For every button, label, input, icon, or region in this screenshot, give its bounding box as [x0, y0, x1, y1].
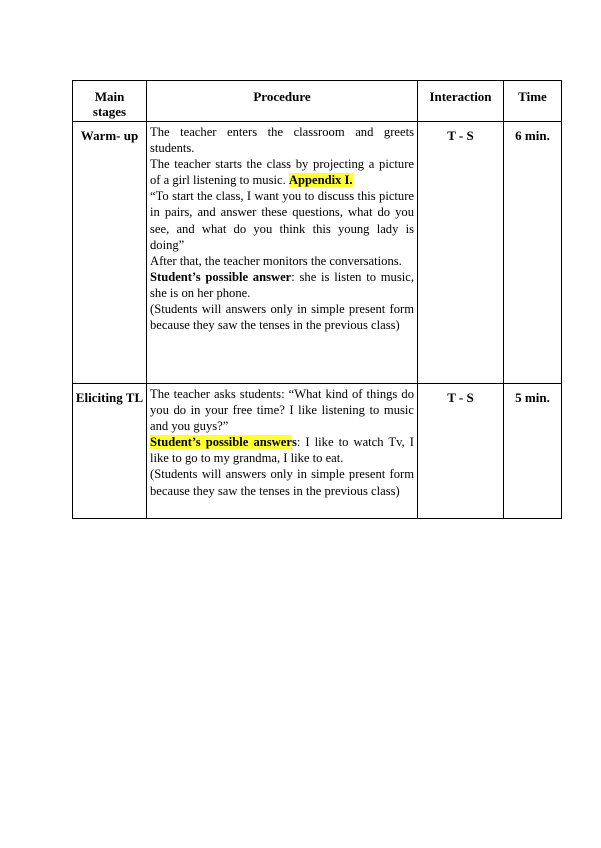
procedure-cell	[147, 122, 418, 384]
table-row-warm-up	[73, 122, 562, 384]
procedure-paragraph: (Students will answers only in simple present form because they saw the tenses in the previous class)	[150, 467, 414, 498]
answer-label: Student’s possible answer	[150, 269, 292, 284]
procedure-paragraph: After that, the teacher monitors the conversations.	[150, 253, 402, 268]
header-interaction-label: Interaction	[429, 89, 492, 104]
header-procedure	[147, 81, 418, 122]
procedure-text-run: : I like to watch Tv, I like to go to my grandma, I like to eat.	[150, 435, 414, 466]
stage-label: Eliciting TL	[75, 390, 144, 405]
procedure-paragraph	[150, 434, 414, 466]
time-value: 5 min.	[515, 390, 550, 405]
time-cell	[504, 384, 562, 519]
header-row	[73, 81, 562, 122]
header-time-label: Time	[518, 89, 547, 104]
header-main-stages-label: Main stages	[92, 89, 127, 119]
procedure-paragraph: The teacher enters the classroom and greets students.	[150, 125, 414, 156]
interaction-cell	[418, 122, 504, 384]
appendix-highlight: Appendix I.	[288, 173, 353, 188]
time-cell	[504, 122, 562, 384]
stage-cell	[73, 384, 147, 519]
procedure-paragraph: (Students will answers only in simple present form because they saw the tenses in the previous class)	[150, 302, 414, 333]
lesson-plan-table	[72, 80, 562, 519]
header-interaction	[418, 81, 504, 122]
procedure-cell	[147, 384, 418, 519]
answer-highlight: Student’s possible answer	[150, 435, 292, 450]
procedure-paragraph	[150, 269, 414, 301]
procedure-paragraph: “To start the class, I want you to discuss this picture in pairs, and answer these questions, what do you see, and what do you think this young lady is doing”	[150, 189, 414, 252]
procedure-text-run: : she is listen to music, she is on her phone.	[150, 269, 414, 300]
time-value: 6 min.	[515, 128, 550, 143]
interaction-value: T - S	[447, 390, 474, 405]
table-row-eliciting	[73, 384, 562, 519]
answer-label-tail: s	[291, 435, 297, 450]
interaction-cell	[418, 384, 504, 519]
stage-label: Warm- up	[80, 128, 139, 143]
stage-cell	[73, 122, 147, 384]
procedure-paragraph: The teacher asks students: “What kind of things do you do in your free time? I like listening to music and you guys?”	[150, 387, 414, 434]
procedure-text	[147, 384, 417, 499]
procedure-text	[147, 122, 417, 333]
header-procedure-label: Procedure	[253, 89, 311, 104]
header-main-stages	[73, 81, 147, 122]
procedure-text-run: The teacher starts the class by projecting a picture of a girl listening to music.	[150, 157, 414, 188]
procedure-paragraph	[150, 156, 414, 188]
header-time	[504, 81, 562, 122]
interaction-value: T - S	[447, 128, 474, 143]
